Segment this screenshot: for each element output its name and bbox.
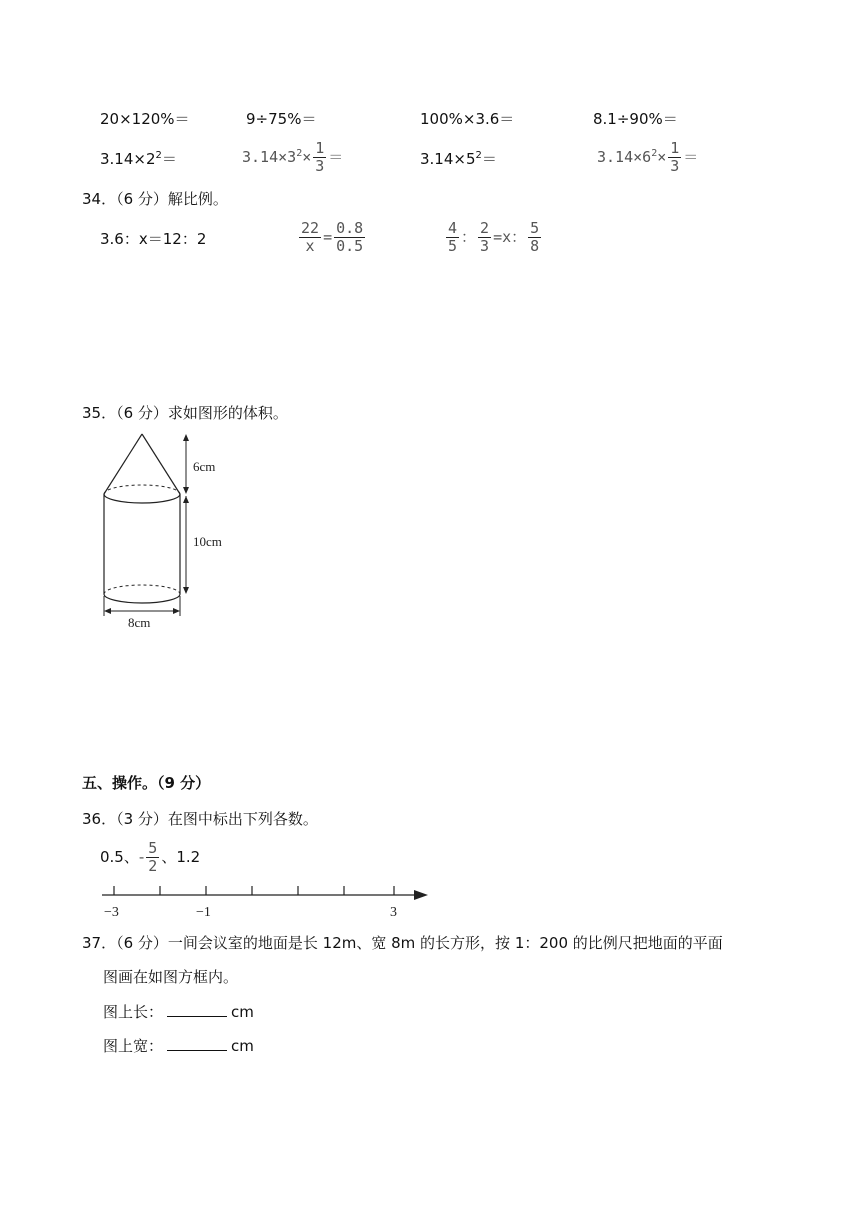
calc-8-base: 3.14×6: [597, 148, 652, 166]
calc-1: 20×120%＝: [100, 110, 190, 128]
q37-title: 37．（6 分）一间会议室的地面是长 12m、宽 8m 的长方形，按 1：200 的比例尺把地面的平面: [82, 934, 723, 952]
q34-eq2-frac1: [299, 220, 321, 255]
q37-length-blank[interactable]: [167, 1002, 227, 1017]
top-ellipse-front: [104, 494, 180, 503]
q34-eq1: 3.6：x＝12：2: [100, 230, 207, 248]
q37-length-label: 图上长：: [103, 1003, 164, 1021]
calc-8-den: 3: [670, 157, 680, 175]
diameter-label: 8cm: [128, 615, 151, 630]
q34-eq3-mid: =x：: [493, 228, 527, 246]
q34-eq3: [444, 220, 543, 255]
calc-6-tail: ＝: [328, 148, 344, 166]
bottom-ellipse-front: [104, 594, 180, 603]
q34-eq3-n2: 2: [480, 219, 490, 237]
cyl-height-arrow-bottom: [183, 587, 189, 594]
calc-6-num: 1: [315, 139, 325, 157]
calc-4: 8.1÷90%＝: [593, 110, 678, 128]
calc-8-exp: 2: [651, 148, 658, 159]
q34-eq2-num2: 0.8: [336, 219, 364, 237]
q36-fraction: [146, 840, 159, 875]
q37-width-unit: cm: [231, 1037, 254, 1055]
q34-eq3-d2: 3: [480, 237, 490, 255]
calc-6-exp: 2: [296, 148, 303, 159]
calc-6: [242, 140, 343, 175]
axis-arrow: [414, 890, 428, 900]
q34-eq2-eq: =: [323, 228, 333, 246]
q34-eq3-d3: 8: [530, 237, 540, 255]
axis-label-neg3: −3: [104, 905, 119, 920]
cone-height-arrow-bottom: [183, 487, 189, 494]
calc-5-base: 3.14×2: [100, 150, 156, 168]
q37-width-label: 图上宽：: [103, 1037, 164, 1055]
calc-6-den: 3: [315, 157, 325, 175]
q34-eq3-n1: 4: [448, 219, 458, 237]
calc-3: 100%×3.6＝: [420, 110, 515, 128]
bottom-ellipse-back: [104, 585, 180, 594]
q34-eq2: [297, 220, 367, 255]
q34-eq2-den1: x: [305, 237, 315, 255]
q34-eq3-d1: 5: [448, 237, 458, 255]
cone-right-edge: [142, 434, 180, 494]
top-ellipse-back: [104, 485, 180, 494]
cone-cylinder-figure: [96, 428, 236, 634]
q34-title: 34．（6 分）解比例。: [82, 190, 228, 208]
number-line: [96, 880, 436, 922]
q34-eq2-num1: 22: [301, 219, 320, 237]
q34-eq3-frac2: [478, 220, 491, 255]
calc-6-mid: ×: [302, 148, 312, 166]
q36-title: 36．（3 分）在图中标出下列各数。: [82, 810, 318, 828]
cone-left-edge: [104, 434, 142, 494]
calc-7: [420, 150, 497, 168]
q37-length-row: [103, 1002, 254, 1021]
calc-6-base: 3.14×3: [242, 148, 297, 166]
q34-eq3-frac1: [446, 220, 459, 255]
cyl-height-arrow-top: [183, 496, 189, 503]
cone-height-arrow-top: [183, 434, 189, 441]
calc-6-fraction: [313, 140, 326, 175]
q34-eq3-n3: 5: [530, 219, 540, 237]
q36-n2: 、1.2: [161, 848, 201, 866]
q34-eq3-frac3: [528, 220, 541, 255]
q37-width-row: [103, 1036, 254, 1055]
axis-ticks: [114, 886, 394, 895]
q36-fden: 2: [148, 857, 158, 875]
q37-length-unit: cm: [231, 1003, 254, 1021]
calc-7-tail: ＝: [481, 150, 497, 168]
calc-8-fraction: [668, 140, 681, 175]
section5-title: 五、操作。（9 分）: [82, 774, 211, 792]
axis-label-3: 3: [390, 905, 397, 920]
diameter-arrow-left: [104, 608, 111, 614]
calc-8-num: 1: [670, 139, 680, 157]
calc-5: [100, 150, 177, 168]
q34-eq2-den2: 0.5: [336, 237, 364, 255]
calc-2: 9÷75%＝: [246, 110, 317, 128]
q37-width-blank[interactable]: [167, 1036, 227, 1051]
calc-8: [597, 140, 698, 175]
q36-n1: 0.5、: [100, 848, 139, 866]
calc-7-exp: 2: [475, 150, 482, 161]
q36-fnum: 5: [148, 839, 158, 857]
q36-neg: -: [138, 848, 145, 866]
q35-title: 35．（6 分）求如图形的体积。: [82, 404, 288, 422]
q36-numbers: [100, 840, 200, 875]
calc-8-tail: ＝: [683, 148, 699, 166]
q34-eq3-sep: ：: [461, 228, 477, 246]
calc-8-mid: ×: [657, 148, 667, 166]
cyl-height-label: 10cm: [193, 534, 222, 549]
cone-height-label: 6cm: [193, 459, 216, 474]
calc-7-base: 3.14×5: [420, 150, 476, 168]
calc-5-exp: 2: [155, 150, 162, 161]
diameter-arrow-right: [173, 608, 180, 614]
q34-eq2-frac2: [334, 220, 365, 255]
calc-5-tail: ＝: [161, 150, 177, 168]
axis-label-neg1: −1: [196, 905, 211, 920]
q37-title-cont: 图画在如图方框内。: [103, 968, 239, 986]
